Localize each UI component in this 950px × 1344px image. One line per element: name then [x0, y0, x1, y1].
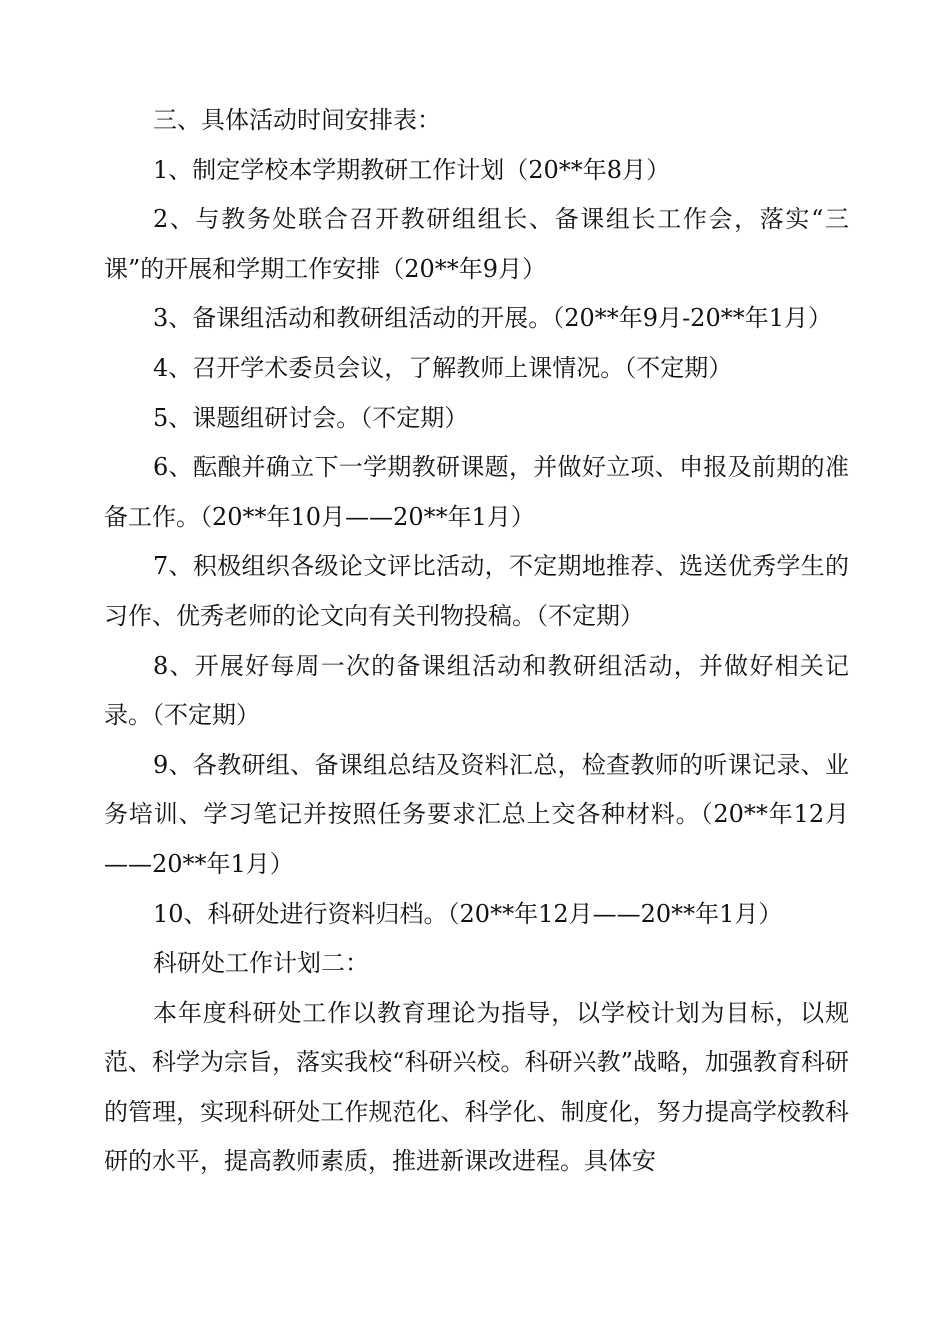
schedule-item-9: 9、各教研组、备课组总结及资料汇总，检查教师的听课记录、业务培训、学习笔记并按照任务要求汇总上交各种材料。（20**年12月——20**年1月）: [104, 750, 849, 878]
schedule-item-10: 10、科研处进行资料归档。（20**年12月——20**年1月）: [153, 899, 783, 928]
document-body: [104, 96, 849, 1187]
plan-two-intro-paragraph: 本年度科研处工作以教育理论为指导，以学校计划为目标，以规范、科学为宗旨，落实我校“科研兴校。科研兴教”战略，加强教育科研的管理，实现科研处工作规范化、科学化、制度化，努力提高学校教科研的水平，提高教师素质，推进新课改进程。具体安: [104, 998, 849, 1176]
schedule-item-5: 5、课题组研讨会。（不定期）: [153, 403, 469, 432]
schedule-item-7: 7、积极组织各级论文评比活动，不定期地推荐、选送优秀学生的习作、优秀老师的论文向有关刊物投稿。（不定期）: [104, 552, 849, 630]
schedule-item-6: 6、酝酿并确立下一学期教研课题，并做好立项、申报及前期的准备工作。（20**年10月——20**年1月）: [104, 453, 849, 531]
section-heading-schedule: 三、具体活动时间安排表：: [153, 106, 441, 134]
schedule-item-1: 1、制定学校本学期教研工作计划（20**年8月）: [153, 155, 671, 184]
schedule-item-3: 3、备课组活动和教研组活动的开展。（20**年9月-20**年1月）: [153, 304, 832, 333]
section-heading-plan-two: 科研处工作计划二：: [153, 949, 369, 978]
schedule-item-2: 2、与教务处联合召开教研组组长、备课组长工作会，落实“三课”的开展和学期工作安排（20**年9月）: [104, 205, 849, 283]
schedule-item-4: 4、召开学术委员会议，了解教师上课情况。（不定期）: [153, 353, 733, 382]
schedule-item-8: 8、开展好每周一次的备课组活动和教研组活动，并做好相关记录。（不定期）: [104, 651, 849, 730]
